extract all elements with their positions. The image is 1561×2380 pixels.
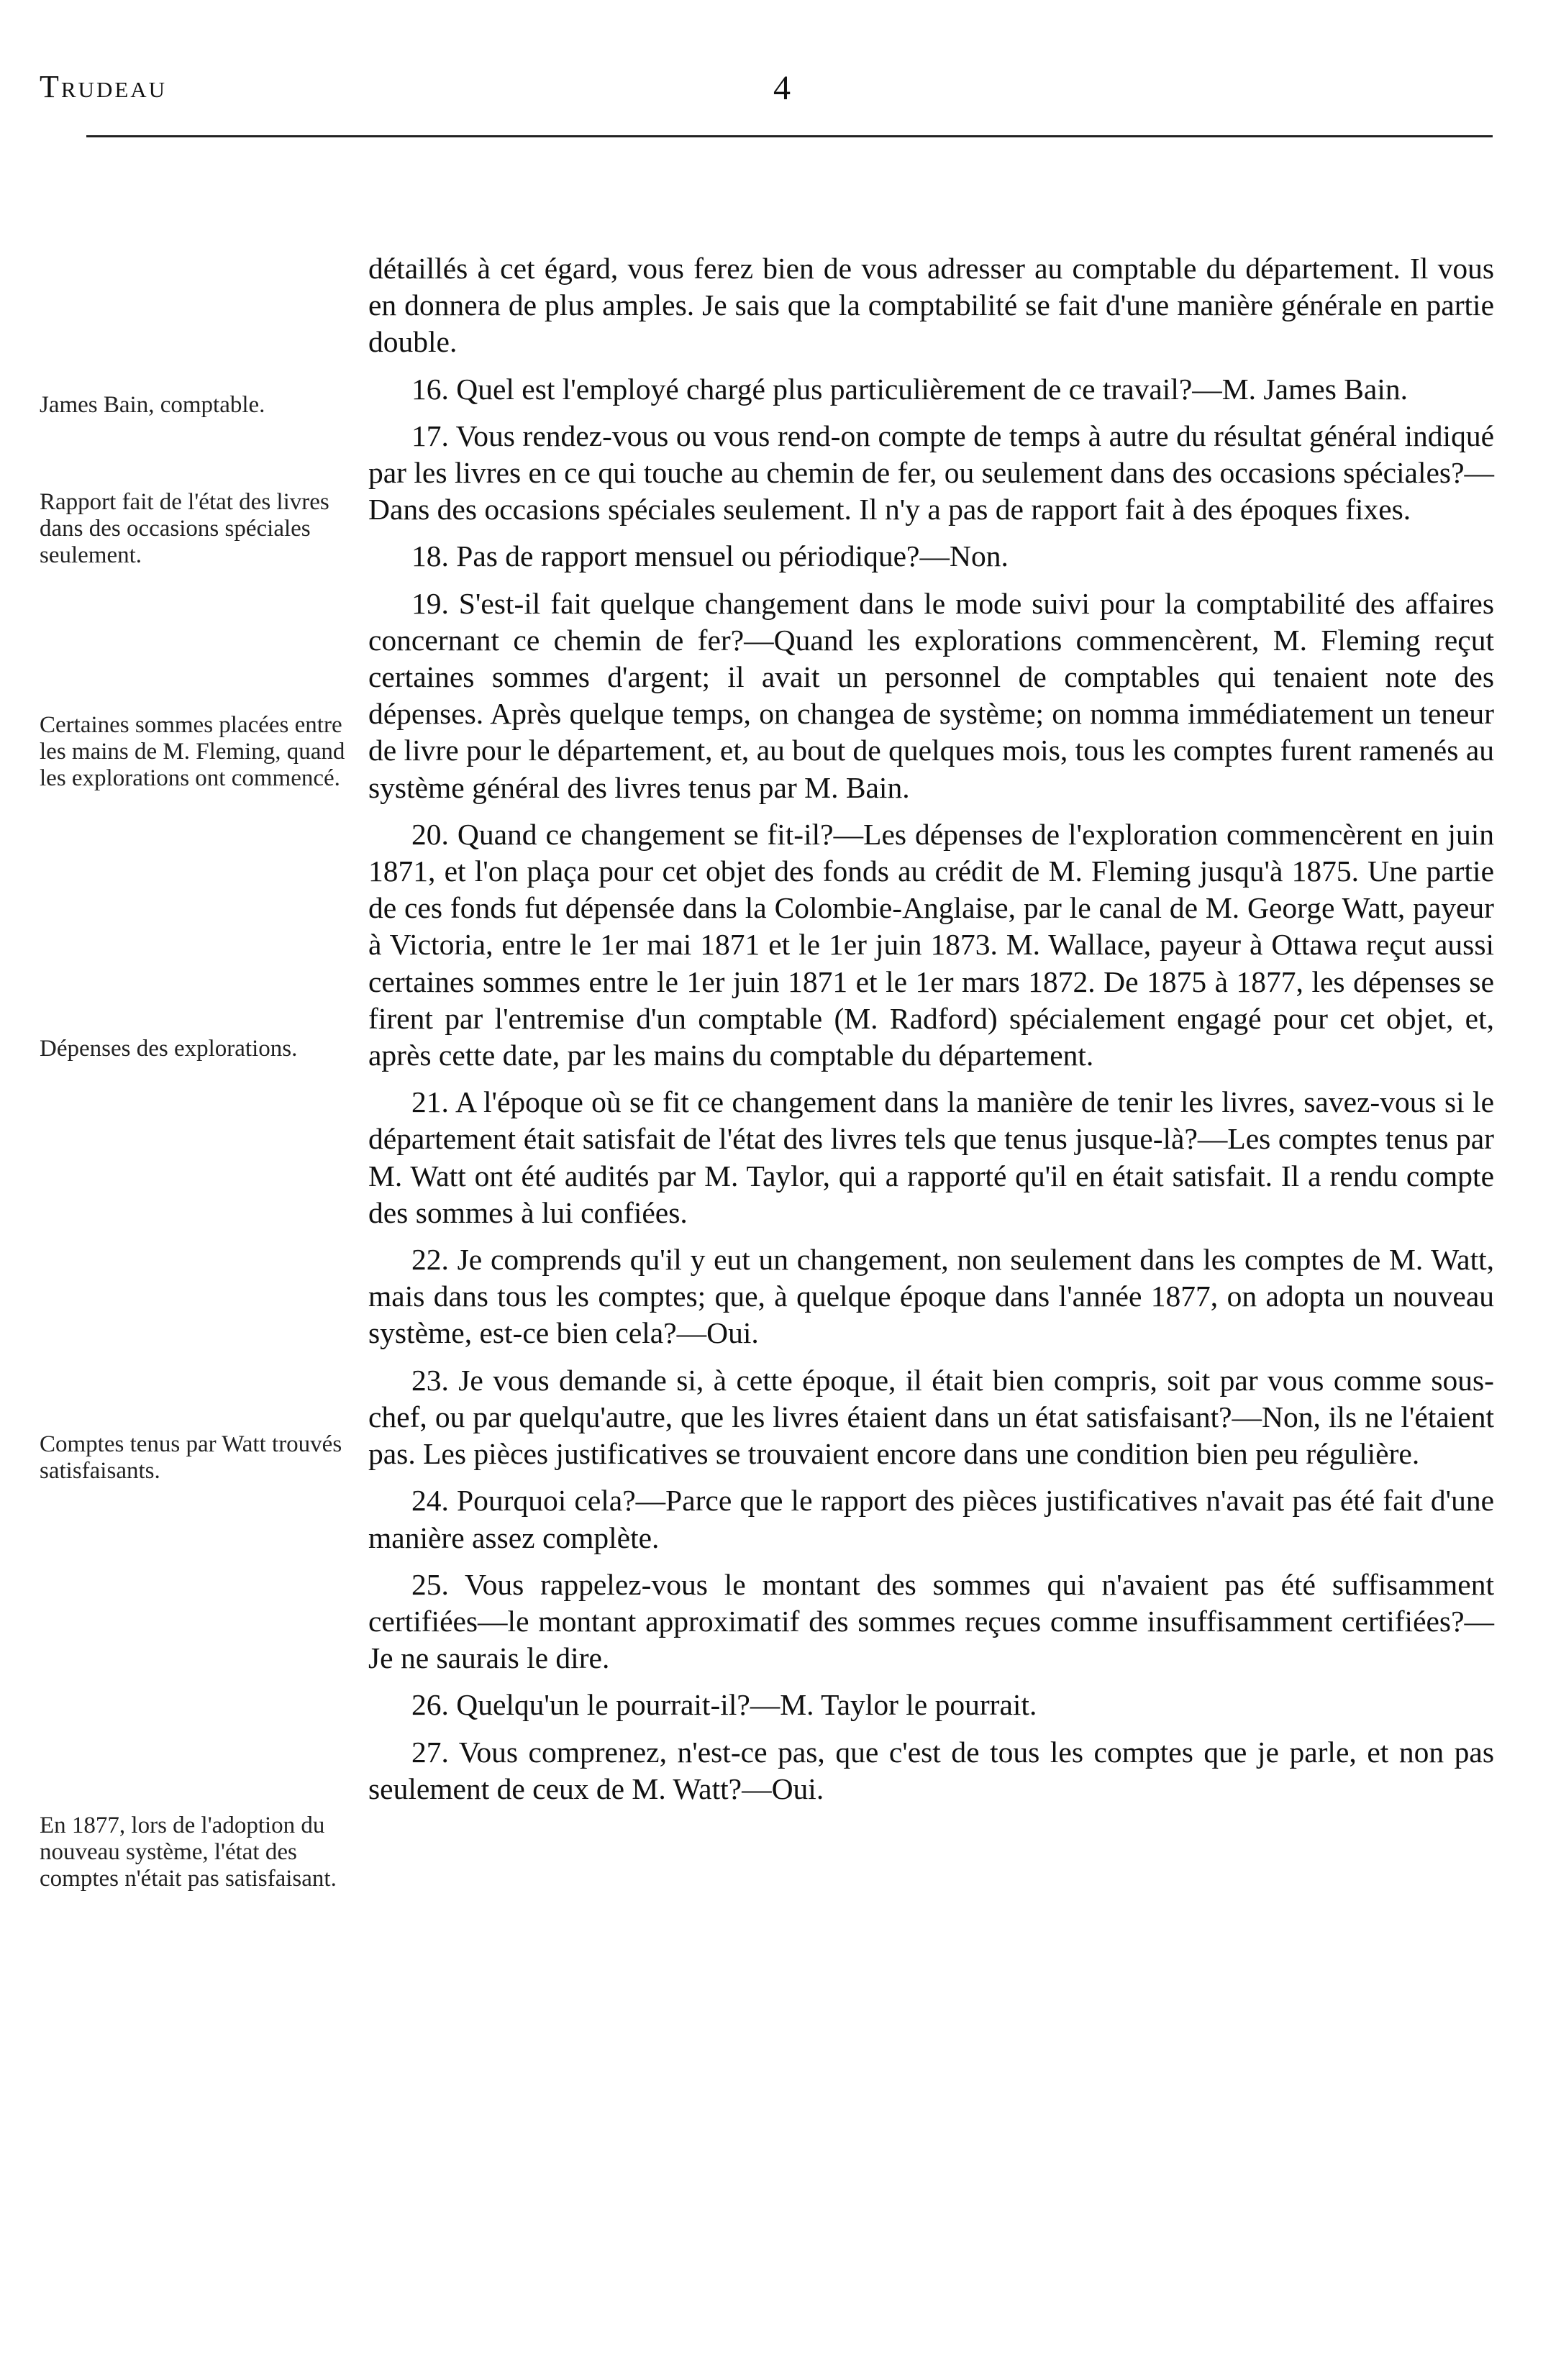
paragraph: détaillés à cet égard, vous ferez bien de vous adresser au comptable du département. Il vous en donnera de plus amples. Je sais que la comptabilité se fait d'une manière générale en partie double. [368,252,1494,359]
page-number: 4 [773,69,791,107]
running-head: Trudeau [40,69,168,104]
paragraph: 21. A l'époque où se fit ce changement dans la manière de tenir les livres, savez-vous si le département était satisfait de l'état des livres tels que tenus jusque-là?—Les comptes tenus par M. Watt ont été audités par M. Taylor, qui a rapporté qu'il en était satisfait. Il a rendu compte des sommes à lui confiées. [368,1085,1494,1229]
paragraph: 20. Quand ce changement se fit-il?—Les dépenses de l'exploration commencèrent en juin 1871, et l'on plaça pour cet objet des fonds au crédit de M. Fleming jusqu'à 1875. Une partie de ces fonds fut dépensée dans la Colombie-Anglaise, par le canal de M. George Watt, payeur à Victoria, entre le 1er mai 1871 et le 1er juin 1873. M. Wallace, payeur à Ottawa reçut aussi certaines sommes entre le 1er juin 1871 et le 1er mars 1872. De 1875 à 1877, les dépenses se firent par l'entremise d'un comptable (M. Radford) spécialement engagé pour cet objet, et, après cette date, par les mains du comptable du département. [368,817,1494,1072]
margin-note: Dépenses des explorations. [40,1036,298,1062]
paragraph: 19. S'est-il fait quelque changement dans le mode suivi pour la comptabilité des affaires concernant ce chemin de fer?—Quand les explorations commencèrent, M. Fleming reçut certaines sommes d'argent; il avait un personnel de comptables qui tenaient note des dépenses. Après quelque temps, on changea de système; on nomma immédiatement un teneur de livre pour le département, et, au bout de quelques mois, tous les comptes furent ramenés au système général des livres tenus par M. Bain. [368,586,1494,804]
page-header [40,29,1493,144]
header-rule [86,135,1493,137]
paragraph: 27. Vous comprenez, n'est-ce pas, que c'est de tous les comptes que je parle, et non pas seulement de ceux de M. Watt?—Oui. [368,1735,1494,1805]
paragraph: 18. Pas de rapport mensuel ou périodique?—Non. [411,539,1009,573]
paragraph: 23. Je vous demande si, à cette époque, il était bien compris, soit par vous comme sous-chef, ou par quelqu'autre, que les livres étaient dans un état satisfaisant?—Non, ils ne l'étaient pas. Les pièces justificatives se trouvaient encore dans une condition bien peu régulière. [368,1363,1494,1471]
margin-note: En 1877, lors de l'adoption du nouveau système, l'état des comptes n'était pas satisfaisant. [40,1813,337,1892]
paragraph: 16. Quel est l'employé chargé plus particulièrement de ce travail?—M. James Bain. [411,372,1408,406]
margin-note: James Bain, comptable. [40,392,265,418]
margin-note: Comptes tenus par Watt trouvés satisfaisants. [40,1431,342,1484]
paragraph: 25. Vous rappelez-vous le montant des sommes qui n'avaient pas été suffisamment certifiées—le montant approximatif des sommes reçues comme insuffisamment certifiées?—Je ne saurais le dire. [368,1567,1494,1675]
paragraph: 24. Pourquoi cela?—Parce que le rapport des pièces justificatives n'avait pas été fait d'une manière assez complète. [368,1484,1494,1554]
paragraph: 17. Vous rendez-vous ou vous rend-on compte de temps à autre du résultat général indiqué par les livres en ce qui touche au chemin de fer, ou seulement dans des occasions spéciales?—Dans des occasions spéciales seulement. Il n'y a pas de rapport fait à des époques fixes. [368,419,1494,526]
paragraph: 26. Quelqu'un le pourrait-il?—M. Taylor le pourrait. [411,1688,1037,1722]
margin-note: Certaines sommes placées entre les mains de M. Fleming, quand les explorations ont commencé. [40,712,345,791]
margin-note: Rapport fait de l'état des livres dans des occasions spéciales seulement. [40,489,329,568]
paragraph: 22. Je comprends qu'il y eut un changement, non seulement dans les comptes de M. Watt, mais dans tous les comptes; que, à quelque époque dans l'année 1877, on adopta un nouveau système, est-ce bien cela?—Oui. [368,1243,1494,1350]
main-text [368,250,1494,1807]
